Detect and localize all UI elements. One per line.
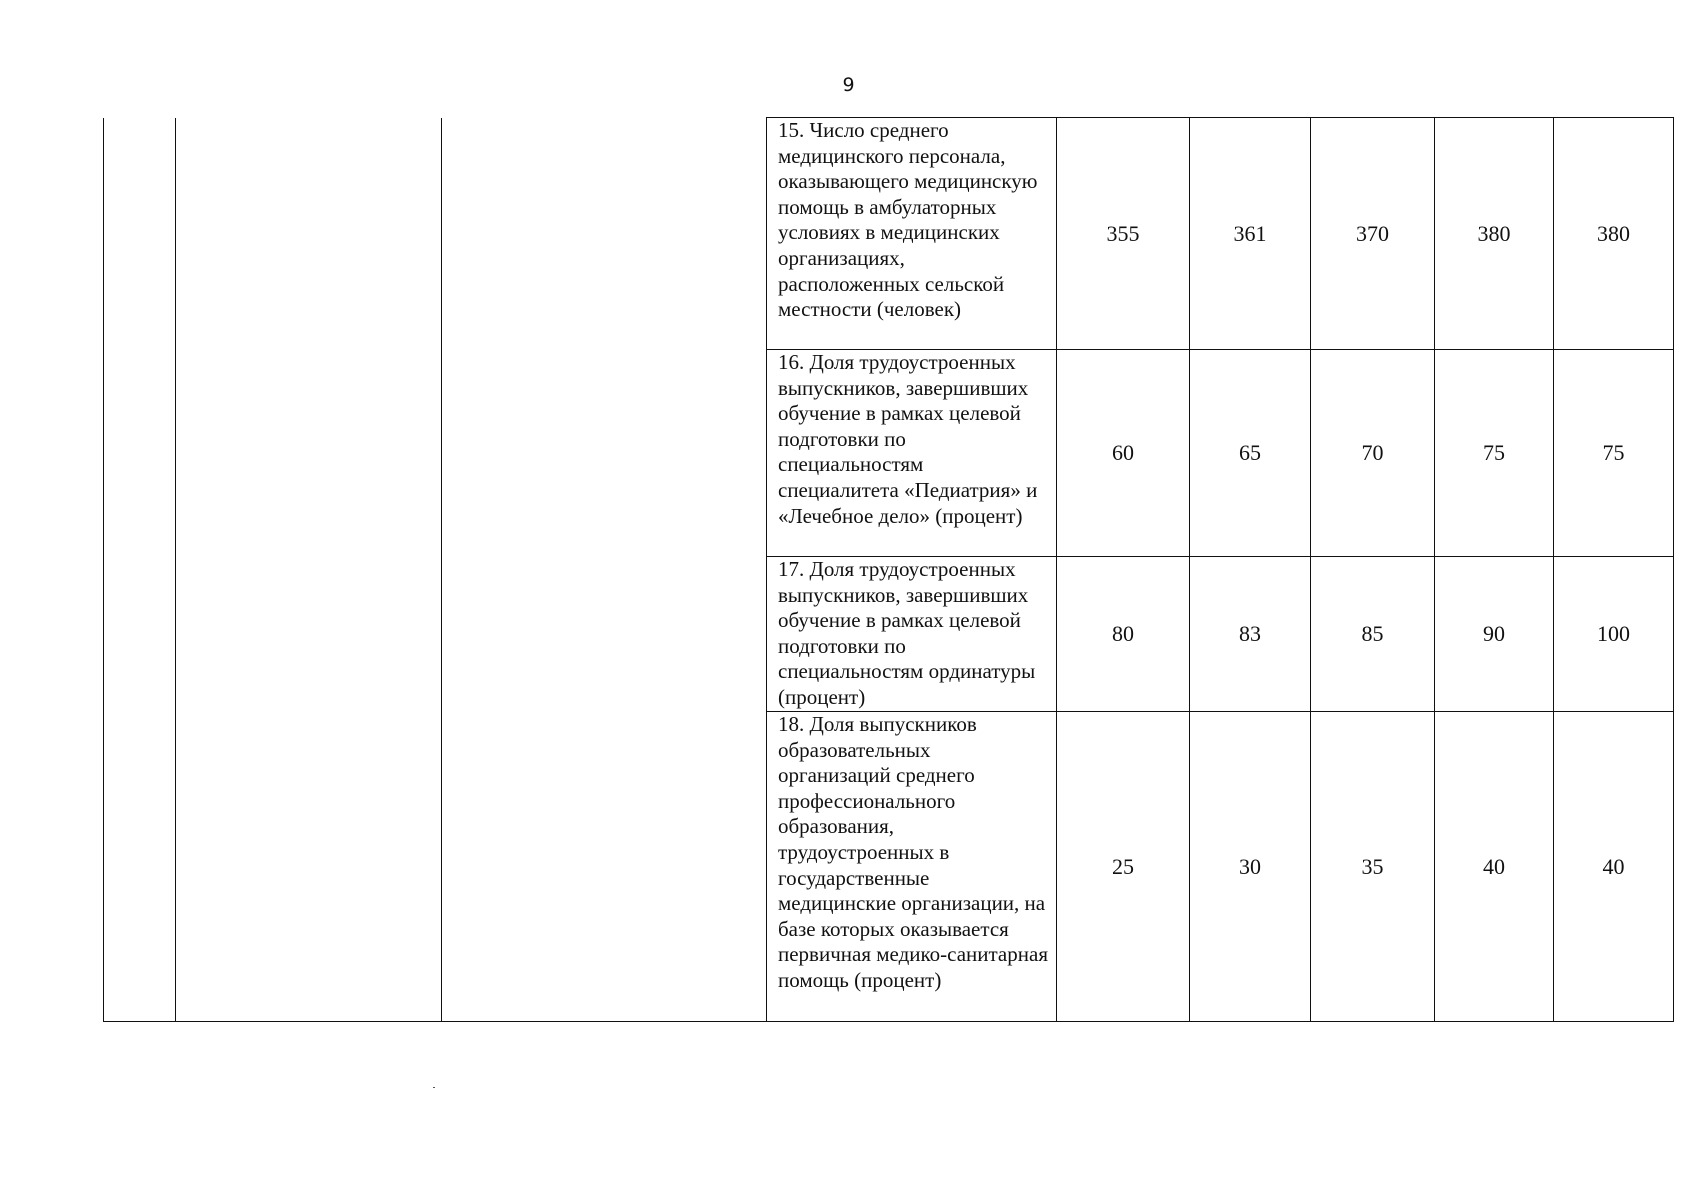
value-cell: 60 xyxy=(1057,350,1190,557)
value-cell: 361 xyxy=(1190,118,1311,350)
table-row xyxy=(104,118,1674,350)
value-cell: 380 xyxy=(1435,118,1554,350)
value-cell: 35 xyxy=(1311,712,1435,1022)
value-cell: 40 xyxy=(1435,712,1554,1022)
scan-speck xyxy=(433,1087,435,1088)
value-cell: 40 xyxy=(1554,712,1674,1022)
table-cell-number xyxy=(104,118,176,1022)
value-cell: 100 xyxy=(1554,557,1674,712)
indicators-table xyxy=(103,117,1674,1022)
value-cell: 380 xyxy=(1554,118,1674,350)
value-cell: 355 xyxy=(1057,118,1190,350)
table-cell-description xyxy=(442,118,767,1022)
value-cell: 75 xyxy=(1554,350,1674,557)
page-number: 9 xyxy=(842,74,855,96)
value-cell: 70 xyxy=(1311,350,1435,557)
value-cell: 25 xyxy=(1057,712,1190,1022)
indicator-cell: 15. Число среднего медицинского персонала, оказывающего медицинскую помощь в амбулаторных условиях в медицинских организациях, расположенных сельской местности (человек) xyxy=(767,118,1057,350)
indicator-cell: 18. Доля выпускников образовательных организаций среднего профессионального образования, трудоустроенных в государственные медицинские организации, на базе которых оказывается первичная медико-санитарная помощь (процент) xyxy=(767,712,1057,1022)
value-cell: 30 xyxy=(1190,712,1311,1022)
value-cell: 90 xyxy=(1435,557,1554,712)
indicator-cell: 16. Доля трудоустроенных выпускников, завершивших обучение в рамках целевой подготовки по специальностям специалитета «Педиатрия» и «Лечебное дело» (процент) xyxy=(767,350,1057,557)
value-cell: 85 xyxy=(1311,557,1435,712)
value-cell: 80 xyxy=(1057,557,1190,712)
table-cell-name xyxy=(176,118,442,1022)
value-cell: 83 xyxy=(1190,557,1311,712)
value-cell: 75 xyxy=(1435,350,1554,557)
value-cell: 370 xyxy=(1311,118,1435,350)
indicator-cell: 17. Доля трудоустроенных выпускников, завершивших обучение в рамках целевой подготовки по специальностям ординатуры (процент) xyxy=(767,557,1057,712)
value-cell: 65 xyxy=(1190,350,1311,557)
